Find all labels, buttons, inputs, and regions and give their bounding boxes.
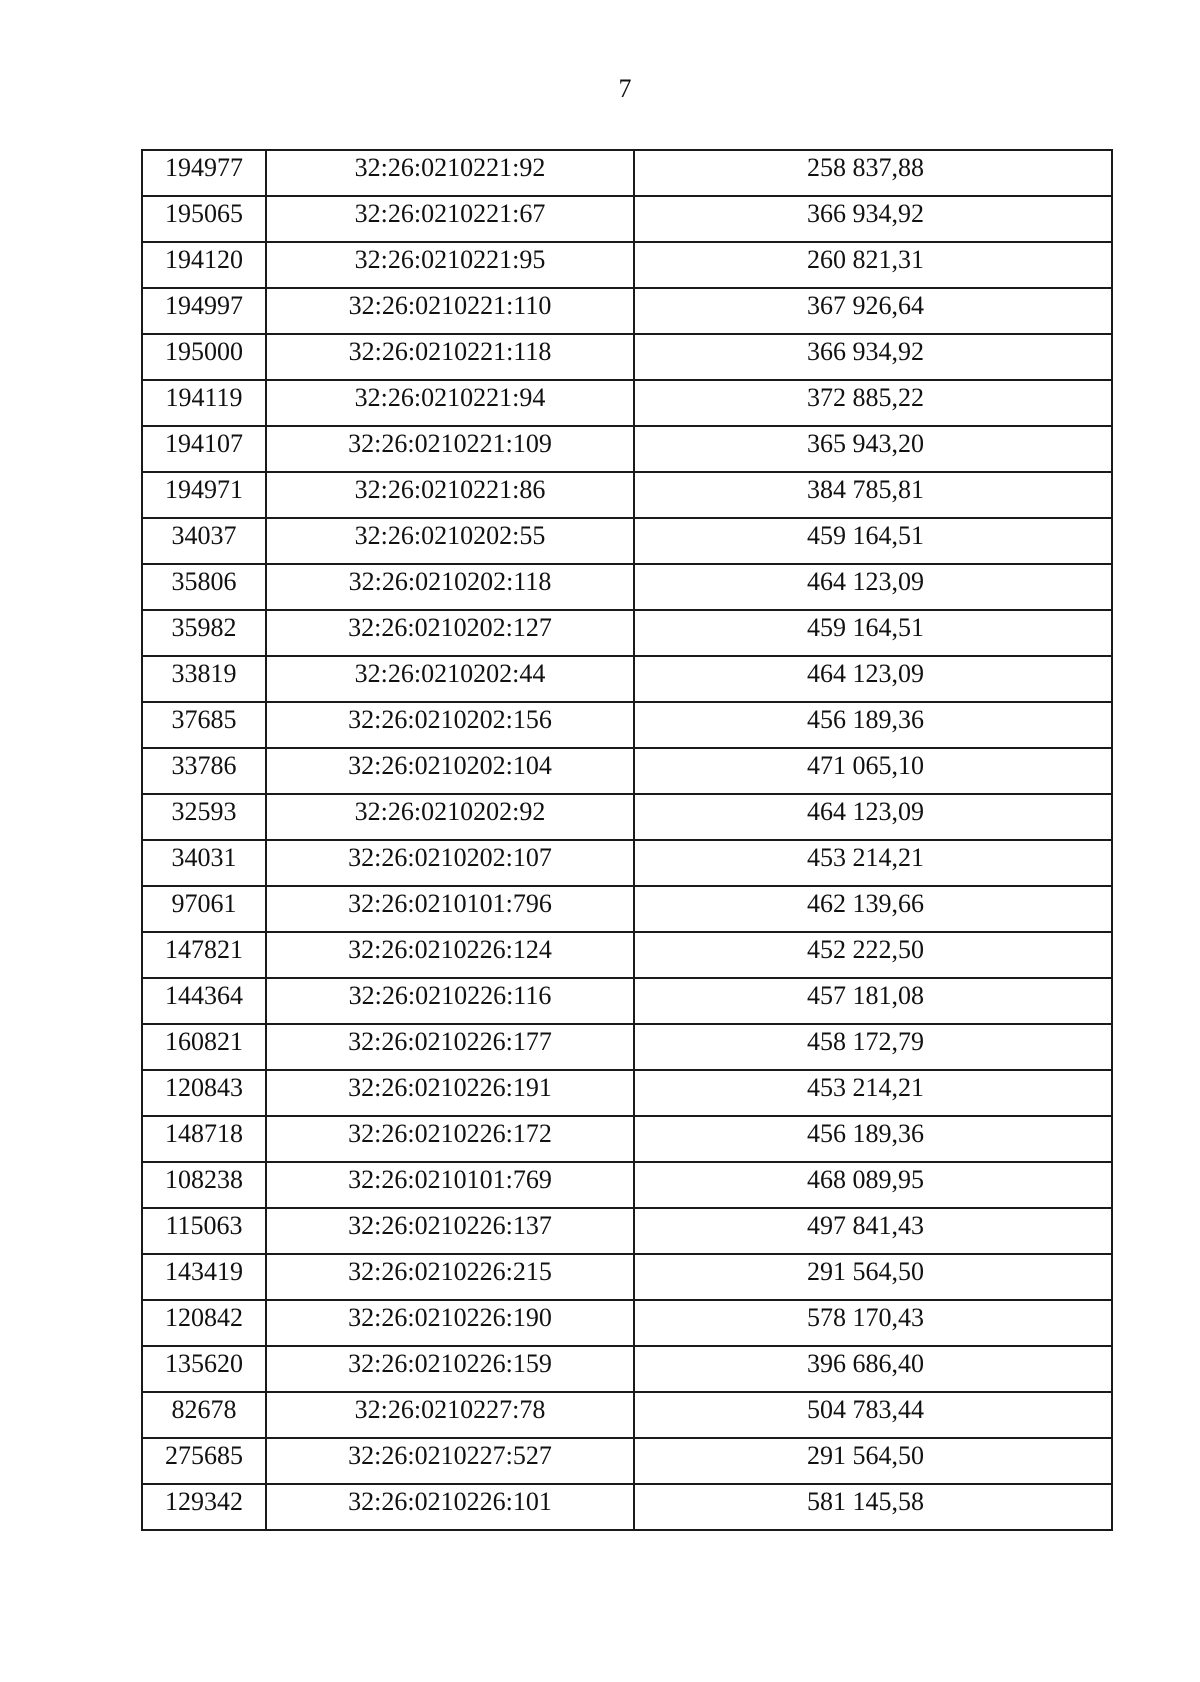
table-row (142, 886, 1112, 932)
cadastral-number-cell: 32:26:0210202:107 (266, 840, 634, 886)
amount-cell: 396 686,40 (634, 1346, 1112, 1392)
amount-cell: 504 783,44 (634, 1392, 1112, 1438)
amount-cell: 464 123,09 (634, 564, 1112, 610)
table-row (142, 1070, 1112, 1116)
record-number-cell: 194120 (142, 242, 266, 288)
record-number-cell: 195000 (142, 334, 266, 380)
amount-cell: 453 214,21 (634, 1070, 1112, 1116)
table-row (142, 702, 1112, 748)
record-number-cell: 34037 (142, 518, 266, 564)
table-row (142, 564, 1112, 610)
record-number-cell: 148718 (142, 1116, 266, 1162)
amount-cell: 462 139,66 (634, 886, 1112, 932)
amount-cell: 453 214,21 (634, 840, 1112, 886)
amount-cell: 464 123,09 (634, 794, 1112, 840)
cadastral-number-cell: 32:26:0210101:769 (266, 1162, 634, 1208)
table-row (142, 150, 1112, 196)
amount-cell: 365 943,20 (634, 426, 1112, 472)
amount-cell: 258 837,88 (634, 150, 1112, 196)
table-row (142, 748, 1112, 794)
data-table (141, 149, 1113, 1531)
table-row (142, 656, 1112, 702)
cadastral-number-cell: 32:26:0210226:116 (266, 978, 634, 1024)
record-number-cell: 32593 (142, 794, 266, 840)
amount-cell: 459 164,51 (634, 610, 1112, 656)
record-number-cell: 33819 (142, 656, 266, 702)
amount-cell: 384 785,81 (634, 472, 1112, 518)
record-number-cell: 135620 (142, 1346, 266, 1392)
table-row (142, 1208, 1112, 1254)
record-number-cell: 33786 (142, 748, 266, 794)
record-number-cell: 194971 (142, 472, 266, 518)
cadastral-number-cell: 32:26:0210221:118 (266, 334, 634, 380)
cadastral-number-cell: 32:26:0210226:172 (266, 1116, 634, 1162)
table-row (142, 518, 1112, 564)
table-row (142, 932, 1112, 978)
record-number-cell: 120842 (142, 1300, 266, 1346)
cadastral-number-cell: 32:26:0210221:92 (266, 150, 634, 196)
amount-cell: 468 089,95 (634, 1162, 1112, 1208)
cadastral-number-cell: 32:26:0210202:44 (266, 656, 634, 702)
table-row (142, 610, 1112, 656)
cadastral-number-cell: 32:26:0210226:190 (266, 1300, 634, 1346)
amount-cell: 457 181,08 (634, 978, 1112, 1024)
cadastral-number-cell: 32:26:0210221:94 (266, 380, 634, 426)
record-number-cell: 108238 (142, 1162, 266, 1208)
table-row (142, 426, 1112, 472)
cadastral-number-cell: 32:26:0210221:86 (266, 472, 634, 518)
record-number-cell: 129342 (142, 1484, 266, 1530)
amount-cell: 458 172,79 (634, 1024, 1112, 1070)
record-number-cell: 147821 (142, 932, 266, 978)
amount-cell: 366 934,92 (634, 196, 1112, 242)
amount-cell: 471 065,10 (634, 748, 1112, 794)
table-row (142, 840, 1112, 886)
cadastral-number-cell: 32:26:0210101:796 (266, 886, 634, 932)
table-row (142, 1346, 1112, 1392)
table-row (142, 380, 1112, 426)
amount-cell: 464 123,09 (634, 656, 1112, 702)
cadastral-number-cell: 32:26:0210226:124 (266, 932, 634, 978)
table-row (142, 472, 1112, 518)
amount-cell: 260 821,31 (634, 242, 1112, 288)
page-number: 7 (618, 74, 632, 103)
record-number-cell: 120843 (142, 1070, 266, 1116)
record-number-cell: 35806 (142, 564, 266, 610)
amount-cell: 452 222,50 (634, 932, 1112, 978)
cadastral-number-cell: 32:26:0210226:177 (266, 1024, 634, 1070)
table-row (142, 978, 1112, 1024)
amount-cell: 456 189,36 (634, 1116, 1112, 1162)
table-row (142, 794, 1112, 840)
record-number-cell: 194107 (142, 426, 266, 472)
amount-cell: 497 841,43 (634, 1208, 1112, 1254)
amount-cell: 372 885,22 (634, 380, 1112, 426)
cadastral-number-cell: 32:26:0210226:191 (266, 1070, 634, 1116)
record-number-cell: 194997 (142, 288, 266, 334)
amount-cell: 581 145,58 (634, 1484, 1112, 1530)
table-row (142, 1116, 1112, 1162)
cadastral-number-cell: 32:26:0210226:101 (266, 1484, 634, 1530)
table-row (142, 1438, 1112, 1484)
cadastral-number-cell: 32:26:0210202:156 (266, 702, 634, 748)
cadastral-number-cell: 32:26:0210221:110 (266, 288, 634, 334)
record-number-cell: 144364 (142, 978, 266, 1024)
cadastral-number-cell: 32:26:0210221:95 (266, 242, 634, 288)
record-number-cell: 37685 (142, 702, 266, 748)
amount-cell: 291 564,50 (634, 1254, 1112, 1300)
cadastral-number-cell: 32:26:0210202:104 (266, 748, 634, 794)
table-row (142, 196, 1112, 242)
record-number-cell: 195065 (142, 196, 266, 242)
cadastral-number-cell: 32:26:0210202:55 (266, 518, 634, 564)
record-number-cell: 34031 (142, 840, 266, 886)
amount-cell: 366 934,92 (634, 334, 1112, 380)
cadastral-number-cell: 32:26:0210221:67 (266, 196, 634, 242)
amount-cell: 459 164,51 (634, 518, 1112, 564)
amount-cell: 456 189,36 (634, 702, 1112, 748)
cadastral-number-cell: 32:26:0210226:215 (266, 1254, 634, 1300)
table-row (142, 334, 1112, 380)
record-number-cell: 35982 (142, 610, 266, 656)
cadastral-number-cell: 32:26:0210227:78 (266, 1392, 634, 1438)
table-row (142, 1024, 1112, 1070)
cadastral-number-cell: 32:26:0210226:137 (266, 1208, 634, 1254)
cadastral-number-cell: 32:26:0210221:109 (266, 426, 634, 472)
cadastral-number-cell: 32:26:0210226:159 (266, 1346, 634, 1392)
table-row (142, 1484, 1112, 1530)
cadastral-number-cell: 32:26:0210202:127 (266, 610, 634, 656)
amount-cell: 291 564,50 (634, 1438, 1112, 1484)
table-row (142, 1162, 1112, 1208)
table-row (142, 242, 1112, 288)
amount-cell: 367 926,64 (634, 288, 1112, 334)
record-number-cell: 143419 (142, 1254, 266, 1300)
record-number-cell: 160821 (142, 1024, 266, 1070)
cadastral-number-cell: 32:26:0210202:118 (266, 564, 634, 610)
table-row (142, 288, 1112, 334)
record-number-cell: 82678 (142, 1392, 266, 1438)
record-number-cell: 275685 (142, 1438, 266, 1484)
table-row (142, 1254, 1112, 1300)
table-row (142, 1392, 1112, 1438)
table-body (142, 150, 1112, 1530)
record-number-cell: 115063 (142, 1208, 266, 1254)
table-row (142, 1300, 1112, 1346)
cadastral-number-cell: 32:26:0210202:92 (266, 794, 634, 840)
record-number-cell: 194977 (142, 150, 266, 196)
cadastral-number-cell: 32:26:0210227:527 (266, 1438, 634, 1484)
record-number-cell: 97061 (142, 886, 266, 932)
record-number-cell: 194119 (142, 380, 266, 426)
amount-cell: 578 170,43 (634, 1300, 1112, 1346)
